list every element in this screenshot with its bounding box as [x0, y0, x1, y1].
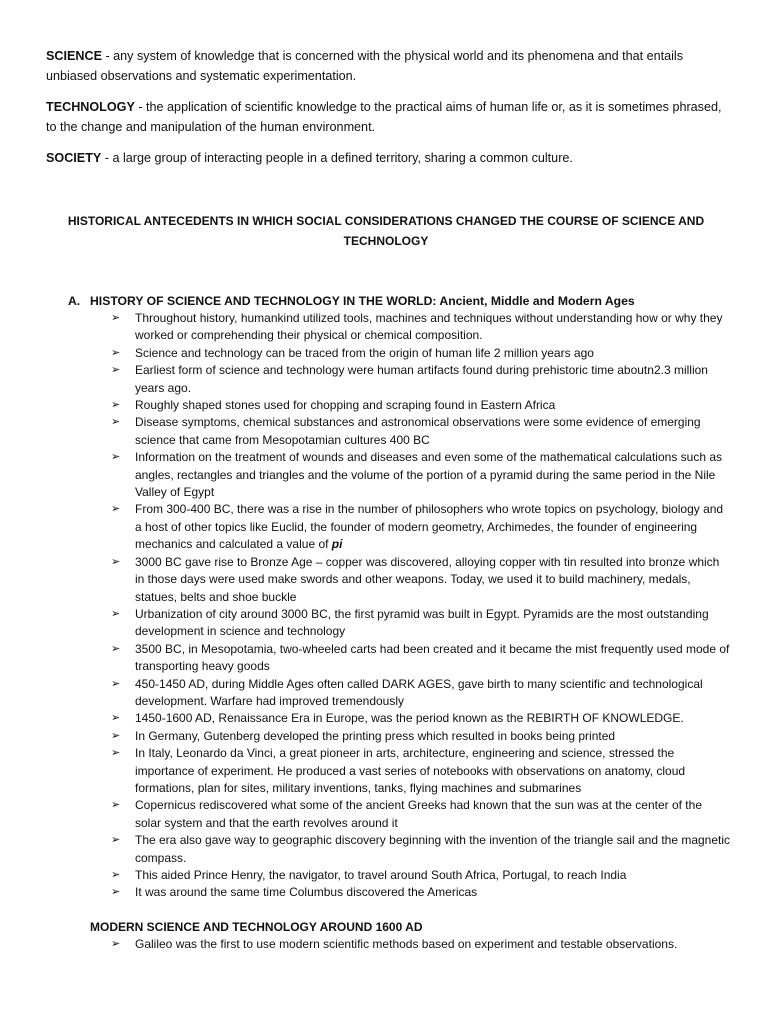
arrow-bullet-icon: ➢ [111, 677, 121, 690]
list-item-text: 1450-1600 AD, Renaissance Era in Europe, was the period known as the REBIRTH OF KNOWLEDGE. [135, 711, 684, 726]
arrow-bullet-icon: ➢ [111, 451, 121, 464]
modern-section-title: MODERN SCIENCE AND TECHNOLOGY AROUND 1600 AD [90, 920, 423, 934]
section-a-bullet-list [111, 310, 731, 902]
list-item-text: In Italy, Leonardo da Vinci, a great pioneer in arts, architecture, engineering and science, stressed the importance of experiment. He produced a vast series of notebooks with observations on anatomy, cloud formations, plan for sites, military inventions, tanks, flying machines and submarines [135, 746, 686, 795]
definition-science [46, 46, 732, 86]
pi-text: pi [331, 537, 343, 552]
definition-text: - any system of knowledge that is concerned with the physical world and its phenomena and that entails unbiased observations and systematic experimentation. [46, 49, 684, 83]
list-item [111, 641, 731, 676]
list-item-text: The era also gave way to geographic discovery beginning with the invention of the triangle sail and the magnetic compass. [135, 833, 731, 865]
list-item-text: Information on the treatment of wounds and diseases and even some of the mathematical calculations such as angles, rectangles and triangles and the volume of the portion of a pyramid during the same period in the Nile Valley of Egypt [135, 450, 723, 500]
list-item [111, 362, 731, 397]
list-item-text: Science and technology can be traced from the origin of human life 2 million years ago [135, 345, 594, 360]
list-item-text: Urbanization of city around 3000 BC, the first pyramid was built in Egypt. Pyramids are the most outstanding development in science and technology [135, 606, 709, 639]
arrow-bullet-icon: ➢ [111, 346, 121, 359]
list-item-text: Earliest form of science and technology were human artifacts found during prehistoric time aboutn2.3 million years ago. [135, 363, 708, 395]
definition-society [46, 148, 732, 168]
arrow-bullet-icon: ➢ [111, 938, 121, 950]
arrow-bullet-icon: ➢ [111, 607, 121, 620]
list-item [111, 449, 731, 501]
list-item [111, 345, 731, 362]
arrow-bullet-icon: ➢ [111, 799, 121, 812]
list-item-text: In Germany, Gutenberg developed the printing press which resulted in books being printed [135, 728, 616, 743]
list-item-text: Disease symptoms, chemical substances and astronomical observations were some evidence of emerging science that came from Mesopotamian cultures 400 BC [135, 415, 701, 447]
definition-text: - a large group of interacting people in a defined territory, sharing a common culture. [101, 151, 573, 165]
arrow-bullet-icon: ➢ [111, 729, 121, 742]
list-item [111, 676, 731, 711]
arrow-bullet-icon: ➢ [111, 503, 121, 516]
list-item [111, 884, 731, 901]
list-item-text: 3500 BC, in Mesopotamia, two-wheeled carts had been created and it became the mist frequently used mode of transporting heavy goods [135, 641, 730, 674]
definition-text: - the application of scientific knowledge to the practical aims of human life or, as it is sometimes phrased, to the change and manipulation of the human environment. [46, 100, 722, 134]
arrow-bullet-icon: ➢ [111, 399, 121, 412]
arrow-bullet-icon: ➢ [111, 555, 121, 568]
definition-term: SCIENCE [46, 49, 102, 63]
definition-technology [46, 97, 732, 137]
list-item [111, 414, 731, 449]
list-item [111, 606, 731, 641]
definition-term: SOCIETY [46, 151, 102, 165]
list-item-text: It was around the same time Columbus discovered the Americas [135, 885, 478, 900]
list-item [111, 797, 731, 832]
list-item [111, 745, 731, 797]
list-item-text: Throughout history, humankind utilized tools, machines and techniques without understanding how or why they worked or comprehending their physical or chemical composition. [135, 311, 723, 343]
arrow-bullet-icon: ➢ [111, 886, 121, 899]
section-letter: A. [68, 294, 81, 308]
list-item [111, 501, 731, 553]
arrow-bullet-icon: ➢ [111, 416, 121, 429]
list-item-text: 3000 BC gave rise to Bronze Age – copper was discovered, alloying copper with tin resulted into bronze which in those days were used make swords and other weapons. Today, we used it to build machinery, medals, statues, belts and shoe buckle [135, 554, 720, 604]
list-item-text: 450-1450 AD, during Middle Ages often called DARK AGES, gave birth to many scientific and technological development. Warfare had improved tremendously [135, 676, 703, 708]
list-item [111, 554, 731, 606]
definition-term: TECHNOLOGY [46, 100, 135, 114]
list-item [111, 832, 731, 867]
section-a-title [68, 293, 728, 309]
arrow-bullet-icon: ➢ [111, 712, 121, 725]
arrow-bullet-icon: ➢ [111, 747, 121, 760]
arrow-bullet-icon: ➢ [111, 869, 121, 881]
list-item [111, 728, 731, 745]
list-item [111, 867, 731, 884]
arrow-bullet-icon: ➢ [111, 642, 121, 655]
list-item-text: Copernicus rediscovered what some of the ancient Greeks had known that the sun was at the center of the solar system and that the earth revolves around it [135, 798, 702, 830]
list-item-text: From 300-400 BC, there was a rise in the number of philosophers who wrote topics on psychology, biology and a host of other topics like Euclid, the founder of modern geometry, Archimedes, the founder of engineering mechanics and calculated a value of [135, 502, 724, 552]
list-item [111, 936, 731, 953]
arrow-bullet-icon: ➢ [111, 364, 121, 377]
arrow-bullet-icon: ➢ [111, 312, 121, 324]
list-item-text: This aided Prince Henry, the navigator, to travel around South Africa, Portugal, to reach India [135, 868, 627, 882]
modern-section-bullet-list [111, 936, 731, 953]
section-title-text: HISTORY OF SCIENCE AND TECHNOLOGY IN THE WORLD: Ancient, Middle and Modern Ages [90, 294, 635, 308]
list-item [111, 397, 731, 414]
list-item-text: Roughly shaped stones used for chopping and scraping found in Eastern Africa [135, 398, 556, 413]
arrow-bullet-icon: ➢ [111, 834, 121, 847]
list-item [111, 710, 731, 727]
main-heading: HISTORICAL ANTECEDENTS IN WHICH SOCIAL CONSIDERATIONS CHANGED THE COURSE OF SCIENCE AND TECHNOLOGY [67, 214, 705, 248]
list-item-text: Galileo was the first to use modern scientific methods based on experiment and testable observations. [135, 937, 678, 951]
list-item [111, 310, 731, 345]
